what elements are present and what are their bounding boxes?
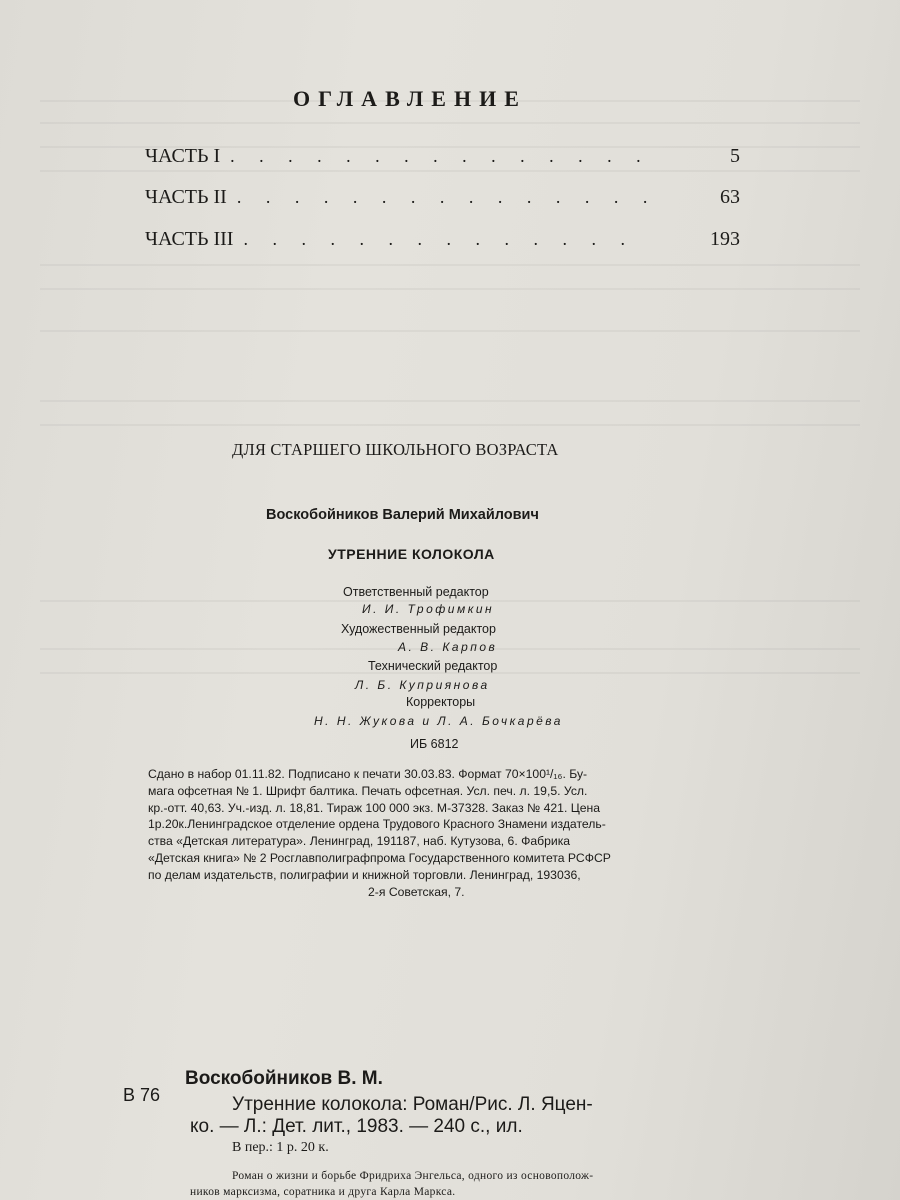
imprint-line: кр.-отт. 40,63. Уч.-изд. л. 18,81. Тираж 100 000 экз. М-37328. Заказ № 421. Цена bbox=[148, 800, 601, 815]
tech-editor: Л. Б. Куприянова bbox=[355, 678, 490, 692]
catalog-card-author: Воскобойников В. М. bbox=[185, 1068, 383, 1089]
imprint-line: по делам издательств, полиграфии и книжной торговли. Ленинград, 193036, bbox=[148, 867, 581, 882]
catalog-card-line: ко. — Л.: Дет. лит., 1983. — 240 с., ил. bbox=[190, 1116, 523, 1137]
age-group: ДЛЯ СТАРШЕГО ШКОЛЬНОГО ВОЗРАСТА bbox=[232, 440, 559, 459]
responsible-editor: И. И. Трофимкин bbox=[362, 602, 495, 616]
responsible-editor-label: Ответственный редактор bbox=[343, 585, 489, 599]
correctors-label: Корректоры bbox=[406, 695, 476, 709]
catalog-card-annotation: Роман о жизни и борьбе Фридриха Энгельса, одного из основополож- bbox=[232, 1170, 594, 1182]
art-editor-label: Художественный редактор bbox=[341, 622, 496, 636]
author-full-name: Воскобойников Валерий Михайлович bbox=[266, 507, 539, 523]
toc-entry-label: ЧАСТЬ I bbox=[145, 145, 221, 167]
catalog-card-line: Утренние колокола: Роман/Рис. Л. Яцен- bbox=[232, 1094, 593, 1115]
toc-entry-page: 63 bbox=[720, 186, 740, 208]
art-editor: А. В. Карпов bbox=[398, 640, 498, 654]
book-title: УТРЕННИЕ КОЛОКОЛА bbox=[328, 546, 495, 562]
toc-entry bbox=[145, 186, 740, 216]
catalog-card-price: В пер.: 1 р. 20 к. bbox=[232, 1140, 329, 1155]
toc-entry-page: 193 bbox=[710, 228, 740, 250]
tech-editor-label: Технический редактор bbox=[368, 659, 498, 673]
toc-leader-dots: . . . . . . . . . . . . . . bbox=[243, 229, 635, 249]
toc-title: ОГЛАВЛЕНИЕ bbox=[293, 86, 527, 111]
imprint-line: 2-я Советская, 7. bbox=[368, 884, 465, 899]
toc-entry bbox=[145, 228, 740, 258]
toc-entry-label: ЧАСТЬ III bbox=[145, 228, 234, 250]
imprint-line: «Детская книга» № 2 Росглавполиграфпрома Государственного комитета РСФСР bbox=[148, 850, 611, 865]
imprint-line: Сдано в набор 01.11.82. Подписано к печати 30.03.83. Формат 70×100¹/₁₆. Бу- bbox=[148, 767, 588, 781]
toc-leader-dots: . . . . . . . . . . . . . . . bbox=[230, 146, 651, 166]
imprint-line: мага офсетная № 1. Шрифт балтика. Печать офсетная. Усл. печ. л. 19,5. Усл. bbox=[148, 783, 588, 798]
toc-entry-page: 5 bbox=[730, 145, 740, 167]
catalog-card-code: В 76 bbox=[123, 1085, 161, 1105]
toc-entry bbox=[145, 145, 740, 175]
correctors: Н. Н. Жукова и Л. А. Бочкарёва bbox=[314, 714, 563, 728]
catalog-card-annotation: ников марксизма, соратника и друга Карла Маркса. bbox=[190, 1186, 456, 1198]
toc-entry-label: ЧАСТЬ II bbox=[145, 186, 227, 208]
ib-number: ИБ 6812 bbox=[410, 737, 459, 751]
imprint-line: 1р.20к.Ленинградское отделение ордена Трудового Красного Знамени издатель- bbox=[148, 817, 606, 832]
imprint-block bbox=[148, 766, 740, 900]
toc-leader-dots: . . . . . . . . . . . . . . . bbox=[236, 187, 658, 207]
imprint-line: ства «Детская литература». Ленинград, 191187, наб. Кутузова, 6. Фабрика bbox=[148, 834, 571, 849]
